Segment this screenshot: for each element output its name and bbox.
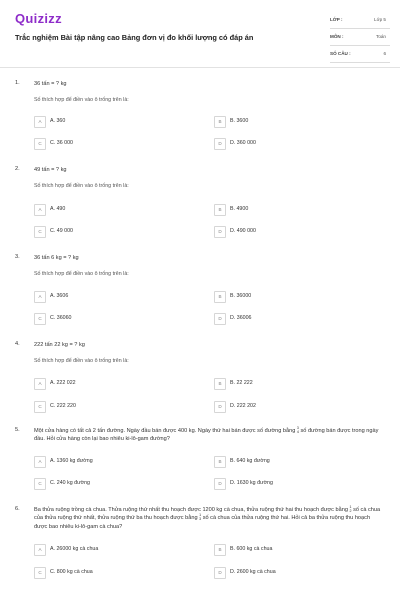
fraction-numerator: 1 <box>199 513 202 518</box>
option-text: B. 4900 <box>230 206 249 212</box>
option-text: A. 360 <box>50 118 66 124</box>
option-letter: D <box>214 478 226 490</box>
option-text: D. 222 202 <box>230 403 256 409</box>
fraction-denominator: 4 <box>296 429 299 434</box>
option-letter: D <box>214 401 226 413</box>
option-text: B. 600 kg cà chua <box>230 546 273 552</box>
option-text: C. 36060 <box>50 315 72 321</box>
question-instruction: Số thích hợp để điền vào ô trống trên là: <box>34 97 129 103</box>
question-instruction: Số thích hợp để điền vào ô trống trên là: <box>34 271 129 277</box>
option-text: B. 3600 <box>230 118 249 124</box>
option-text: D. 490 000 <box>230 228 256 234</box>
question-instruction: Số thích hợp để điền vào ô trống trên là: <box>34 358 129 364</box>
meta-row-subject <box>330 31 390 46</box>
option-letter: D <box>214 567 226 579</box>
option-letter: D <box>214 226 226 238</box>
worksheet-title: Trắc nghiệm Bài tập nâng cao Bảng đơn vị đo khối lượng có đáp án <box>15 33 254 42</box>
meta-value: 6 <box>383 51 386 56</box>
option-text: A. 26000 kg cà chua <box>50 546 99 552</box>
question-text: 36 tấn = ? kg <box>34 81 67 87</box>
question-text-part: số cà chua của thửa ruộng thứ nhất, thửa ruộng thứ ba thu hoạch được bằng <box>34 507 381 522</box>
worksheet-meta <box>330 14 390 65</box>
option-letter: A <box>34 291 46 303</box>
option-letter: A <box>34 456 46 468</box>
option-text: A. 3606 <box>50 293 69 299</box>
worksheet-header <box>0 0 400 66</box>
meta-label: MÔN : <box>330 34 344 39</box>
option-letter: A <box>34 116 46 128</box>
option-letter: B <box>214 456 226 468</box>
question-text-part: Ba thửa ruộng trồng cà chua. Thửa ruộng thứ nhất thu hoạch được 1200 kg cà chua, thửa ruộng thứ hai thu hoạch được bằng <box>34 507 350 514</box>
question-instruction: Số thích hợp để điền vào ô trống trên là: <box>34 183 129 189</box>
option-letter: B <box>214 204 226 216</box>
option-letter: C <box>34 313 46 325</box>
option-text: C. 36 000 <box>50 140 73 146</box>
option-text: B. 36000 <box>230 293 252 299</box>
option-letter: D <box>214 138 226 150</box>
question-text: 36 tấn 6 kg = ? kg <box>34 255 79 261</box>
option-text: A. 490 <box>50 206 66 212</box>
fraction-numerator: 1 <box>349 505 352 509</box>
option-text: D. 360 000 <box>230 140 256 146</box>
option-text: D. 2600 kg cà chua <box>230 569 276 575</box>
question-text: 222 tấn 22 kg = ? kg <box>34 342 85 348</box>
option-text: B. 640 kg đường <box>230 458 270 464</box>
question-number: 1. <box>15 80 20 86</box>
meta-row-question-count <box>330 48 390 63</box>
option-letter: B <box>214 291 226 303</box>
option-text: C. 800 kg cà chua <box>50 569 93 575</box>
meta-label: LỚP : <box>330 17 343 22</box>
question-text <box>34 506 384 531</box>
option-text: D. 36006 <box>230 315 252 321</box>
option-text: B. 22 222 <box>230 380 253 386</box>
option-letter: B <box>214 378 226 390</box>
option-letter: A <box>34 544 46 556</box>
quizizz-logo: Quizizz <box>15 11 62 26</box>
meta-value: Lớp 5 <box>374 17 386 22</box>
question-text <box>34 427 384 443</box>
option-letter: C <box>34 138 46 150</box>
option-letter: C <box>34 567 46 579</box>
question-text-part: số cà chua của thửa ruộng thứ hai. Hỏi cả ba thửa ruộng thu hoạch được bao nhiêu ki-lô-gam cà chua? <box>34 515 371 530</box>
option-letter: C <box>34 226 46 238</box>
meta-row-class <box>330 14 390 29</box>
question-number: 3. <box>15 254 20 260</box>
question-text-part: số đường bán được trong ngày đầu. Hỏi cửa hàng còn lại bao nhiêu ki-lô-gam đường? <box>34 428 379 443</box>
fraction-denominator: 2 <box>349 508 352 513</box>
option-letter: B <box>214 544 226 556</box>
option-letter: A <box>34 378 46 390</box>
option-text: C. 49 000 <box>50 228 73 234</box>
option-text: C. 240 kg đường <box>50 480 91 486</box>
question-text: 49 tấn = ? kg <box>34 167 67 173</box>
meta-value: Toán <box>376 34 386 39</box>
option-text: C. 222 220 <box>50 403 76 409</box>
option-letter: C <box>34 401 46 413</box>
option-letter: B <box>214 116 226 128</box>
option-letter: A <box>34 204 46 216</box>
option-text: D. 1630 kg đường <box>230 480 273 486</box>
option-text: A. 222 022 <box>50 380 76 386</box>
question-number: 2. <box>15 166 20 172</box>
question-number: 6. <box>15 506 20 512</box>
meta-label: SỐ CÂU : <box>330 51 351 56</box>
fraction-denominator: 3 <box>199 516 202 521</box>
question-text-part: Một cửa hàng có tất cả 2 tấn đường. Ngày đầu bán được 400 kg. Ngày thứ hai bán được số đường bằng <box>34 428 297 435</box>
option-letter: C <box>34 478 46 490</box>
question-number: 4. <box>15 341 20 347</box>
fraction-numerator: 3 <box>296 426 299 430</box>
option-text: A. 1360 kg đường <box>50 458 93 464</box>
question-number: 5. <box>15 427 20 433</box>
option-letter: D <box>214 313 226 325</box>
header-divider <box>0 67 400 68</box>
